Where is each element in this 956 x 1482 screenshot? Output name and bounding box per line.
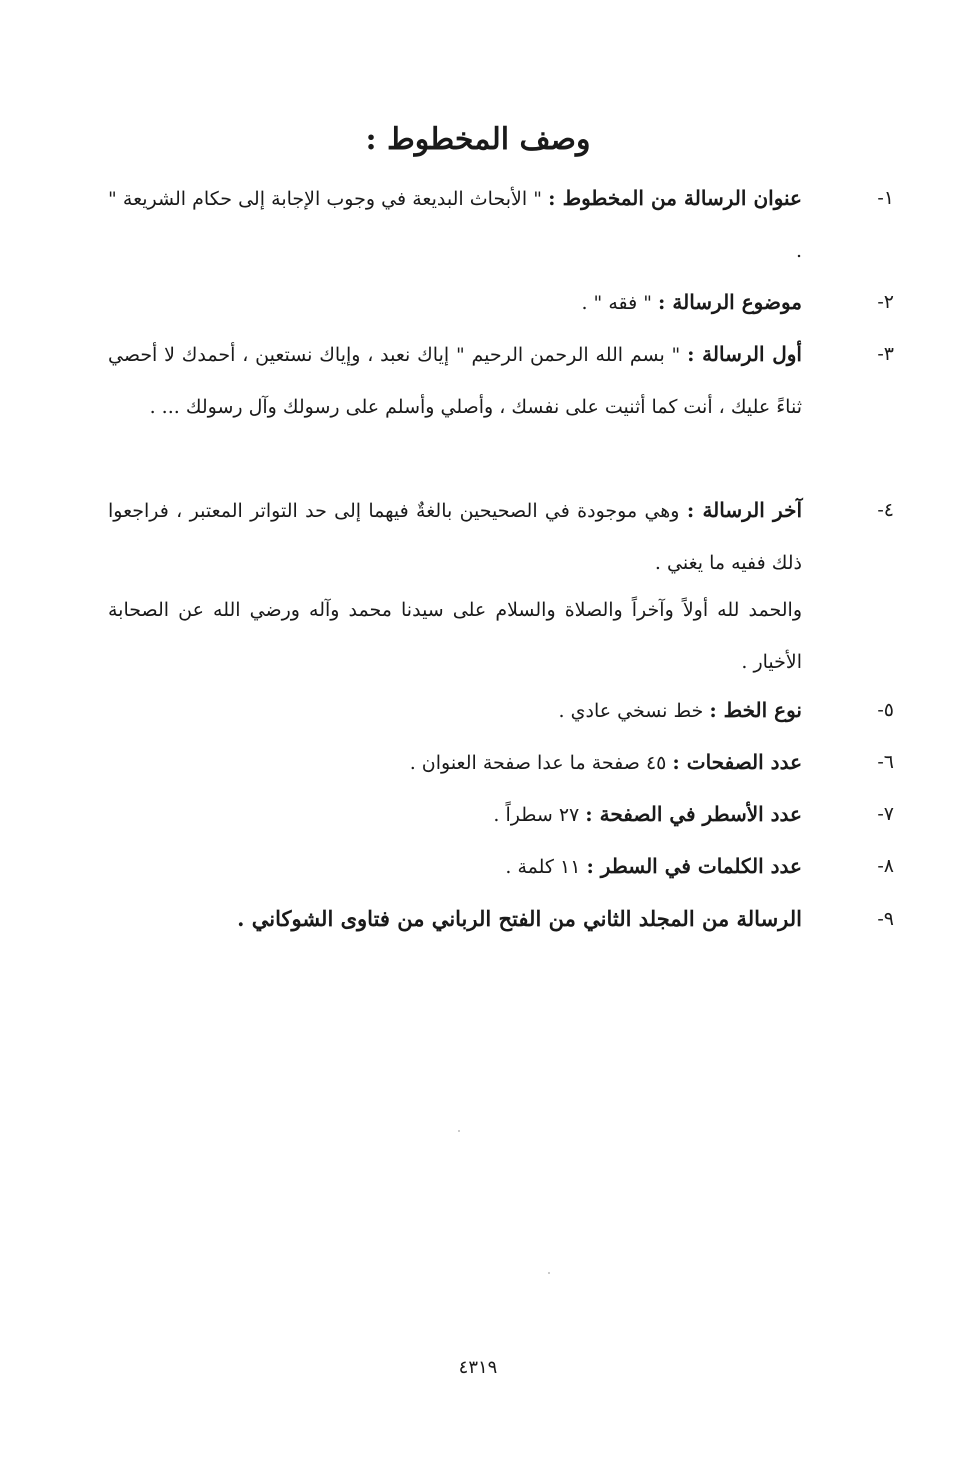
- item-body: [108, 684, 802, 737]
- list-item: [108, 172, 894, 277]
- scan-speck: [458, 1130, 460, 1132]
- list-item: [108, 484, 894, 589]
- item-label: عدد الأسطر في الصفحة :: [585, 802, 802, 826]
- item-label: عدد الصفحات :: [672, 750, 802, 774]
- item-text: وهي موجودة في الصحيحين بالغةٌ فيهما إلى حد التواتر المعتبر ، فراجعوا ذلك ففيه ما يغني .: [108, 500, 802, 574]
- item-text: ١١ كلمة .: [505, 856, 587, 878]
- item-body: [108, 893, 802, 946]
- item-label: أول الرسالة :: [687, 342, 802, 366]
- item-number: ١-: [877, 187, 894, 209]
- item-body: [108, 328, 802, 433]
- item-text: " الأبحاث البديعة في وجوب الإجابة إلى حكام الشريعة " .: [108, 188, 802, 262]
- item-text: ٤٥ صفحة ما عدا صفحة العنوان .: [409, 752, 673, 774]
- list-item: [108, 840, 894, 893]
- item-label: الرسالة من المجلد الثاني من الفتح الرباني من فتاوى الشوكاني .: [237, 906, 802, 931]
- list-item: [108, 328, 894, 433]
- item-number: ٨-: [877, 855, 894, 877]
- list-item: [108, 893, 894, 946]
- item-number: ٢-: [877, 291, 894, 313]
- item-number: ٩-: [877, 908, 894, 930]
- closing-paragraph: والحمد لله أولاً وآخراً والصلاة والسلام على سيدنا محمد وآله ورضي الله عن الصحابة الأخيار .: [108, 599, 802, 673]
- item-text: " بسم الله الرحمن الرحيم " إياك نعبد ، وإياك نستعين ، أحمدك لا أحصي ثناءً عليك ، أنت كما أثنيت على نفسك ، وأصلي وأسلم على رسولك وآل رسولك ... .: [108, 344, 802, 418]
- item-text: " فقه " .: [581, 292, 659, 314]
- item-body: [108, 840, 802, 893]
- page-number: ٤٣١٩: [458, 1357, 498, 1378]
- item-body: [108, 736, 802, 789]
- list-item: [108, 788, 894, 841]
- item-label: آخر الرسالة :: [686, 498, 802, 522]
- item-number: ٦-: [877, 751, 894, 773]
- item-body: [108, 484, 802, 589]
- item-label: نوع الخط :: [709, 698, 802, 722]
- item-number: ٥-: [877, 699, 894, 721]
- item-number: ٤-: [877, 499, 894, 521]
- item-number: ٧-: [877, 803, 894, 825]
- list-item: [108, 276, 894, 329]
- item-text: خط نسخي عادي .: [558, 700, 710, 722]
- item-text: ٢٧ سطراً .: [493, 804, 586, 826]
- item-label: عنوان الرسالة من المخطوط :: [548, 186, 802, 210]
- list-item: [108, 736, 894, 789]
- item-body: [108, 788, 802, 841]
- list-item: [108, 684, 894, 737]
- item-number: ٣-: [877, 343, 894, 365]
- section-title: وصف المخطوط :: [365, 122, 591, 157]
- item-body: [108, 276, 802, 329]
- scan-speck: [548, 1272, 550, 1274]
- item-label: موضوع الرسالة :: [658, 290, 802, 314]
- item-label: عدد الكلمات في السطر :: [586, 854, 802, 878]
- item-body: [108, 172, 802, 277]
